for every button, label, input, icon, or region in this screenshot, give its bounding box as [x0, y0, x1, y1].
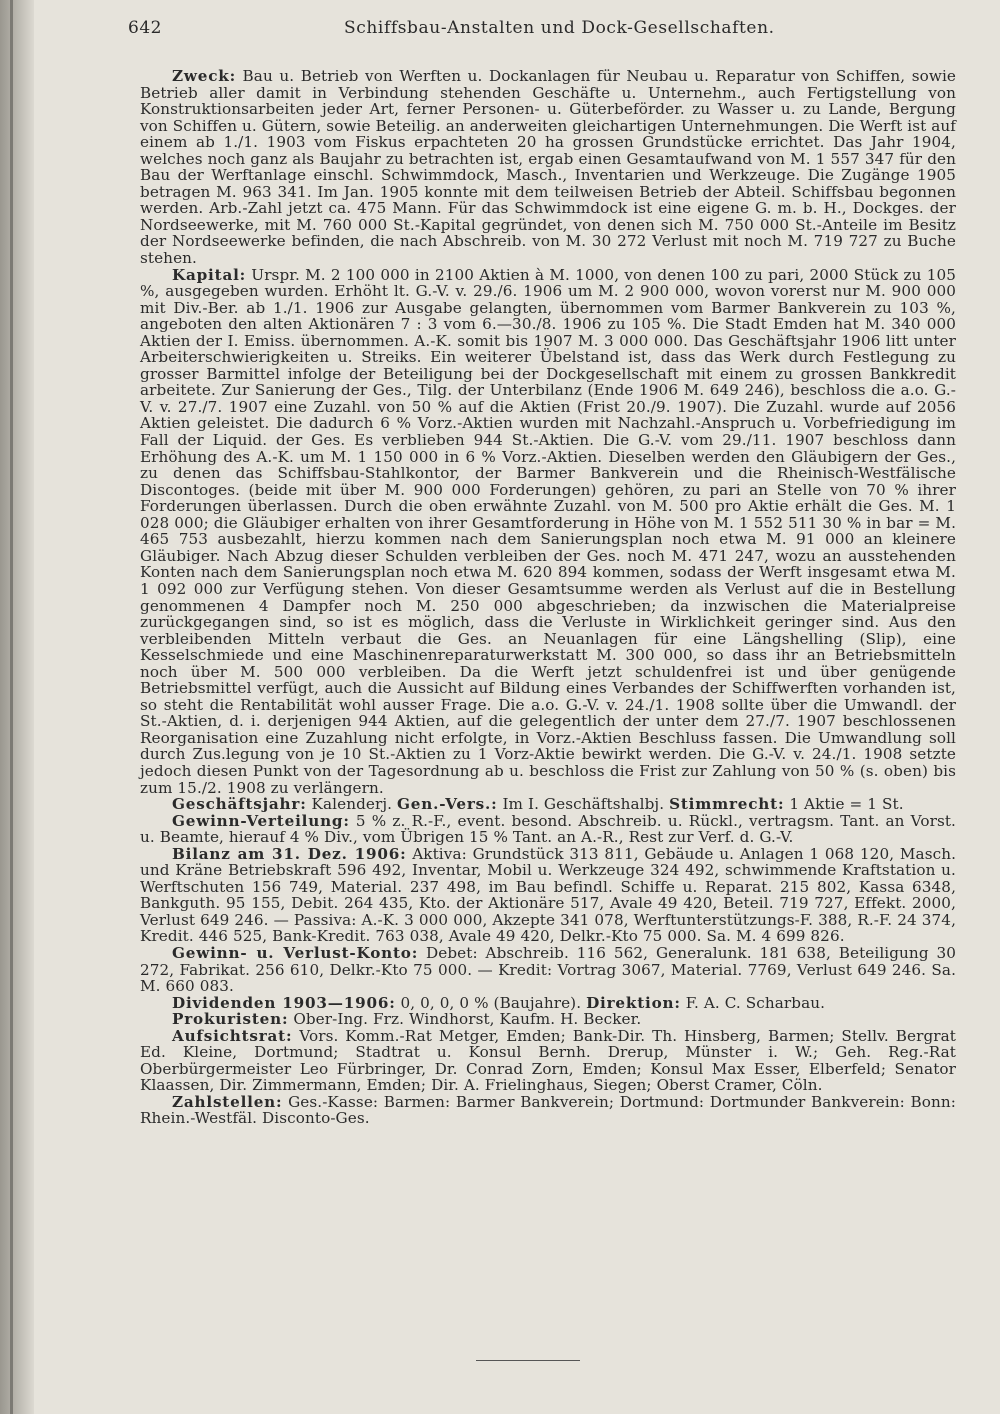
section-label: Dividenden 1903—1906: [172, 993, 396, 1012]
section-prokuristen [140, 1011, 956, 1028]
section-text: Urspr. M. 2 100 000 in 2100 Aktien à M. 1000, von denen 100 zu pari, 2000 Stück zu 105 %, ausgegeben wurden. Erhöht lt. G.-V. v. 29./6. 1906 um M. 2 900 000, wovon vorerst nur M. 900 000 mit Div.-Ber. ab 1./1. 1906 zur Ausgabe gelangten, übernommen vom Barmer Bankverein zu 103 %, angeboten den alten Aktionären 7 : 3 vom 6.—30./8. 1906 zu 105 %. Die Stadt Emden hat M. 340 000 Aktien der I. Emiss. übernommen. A.-K. somit bis 1907 M. 3 000 000. Das Geschäftsjahr 1906 litt unter Arbeiterschwierigkeiten u. Streiks. Ein weiterer Übelstand ist, dass das Werk durch Festlegung zu grosser Barmittel infolge der Beteiligung bei der Dockgesellschaft mit einem zu grossen Bankkredit arbeitete. Zur Sanierung der Ges., Tilg. der Unterbilanz (Ende 1906 M. 649 246), beschloss die a.o. G.-V. v. 27./7. 1907 eine Zuzahl. von 50 % auf die Aktien (Frist 20./9. 1907). Die Zuzahl. wurde auf 2056 Aktien geleistet. Die dadurch 6 % Vorz.-Aktien wurden mit Nachzahl.-Anspruch u. Vorbefriedigung im Fall der Liquid. der Ges. Es verblieben 944 St.-Aktien. Die G.-V. vom 29./11. 1907 beschloss dann Erhöhung des A.-K. um M. 1 150 000 in 6 % Vorz.-Aktien. Dieselben werden den Gläubigern der Ges., zu denen das Schiffsbau-Stahlkontor, der Barmer Bankverein und die Rheinisch-Westfälische Discontoges. (beide mit über M. 900 000 Forderungen) gehören, zu pari an Stelle von 70 % ihrer Forderungen überlassen. Durch die oben erwähnte Zuzahl. von M. 500 pro Aktie erhält die Ges. M. 1 028 000; die Gläubiger erhalten von ihrer Gesamtforderung in Höhe von M. 1 552 511 30 % in bar = M. 465 753 ausbezahlt, hierzu kommen nach dem Sanierungsplan noch etwa M. 91 000 an kleinere Gläubiger. Nach Abzug dieser Schulden verbleiben der Ges. noch M. 471 247, wozu an ausstehenden Konten nach dem Sanierungsplan noch etwa M. 620 894 kommen, sodass der Werft insgesamt etwa M. 1 092 000 zur Verfügung stehen. Von dieser Gesamtsumme werden als Verlust auf die in Bestellung genommenen 4 Dampfer noch M. 250 000 abgeschrieben; da inzwischen die Materialpreise zurückgegangen sind, so ist es möglich, dass die Verluste in Wirklichkeit geringer sind. Aus den verbleibenden Mitteln verbaut die Ges. an Neuanlagen für eine Längshelling (Slip), eine Kesselschmiede und eine Maschinenreparaturwerkstatt M. 300 000, so dass ihr an Betriebsmitteln noch über M. 500 000 verbleiben. Da die Werft jetzt schuldenfrei ist und über genügende Betriebsmittel verfügt, auch die Aussicht auf Bildung eines Verbandes der Schiffwerften vorhanden ist, so steht die Rentabilität wohl ausser Frage. Die a.o. G.-V. v. 24./1. 1908 sollte über die Umwandl. der St.-Aktien, d. i. derjenigen 944 Aktien, auf die gelegentlich der unter dem 27./7. 1907 beschlossenen Reorganisation eine Zuzahlung nicht erfolgte, in Vorz.-Aktien Beschluss fassen. Die Umwandlung soll durch Zus.legung von je 10 St.-Aktien zu 1 Vorz-Aktie bewirkt werden. Die G.-V. v. 24./1. 1908 setzte jedoch diesen Punkt von der Tagesordnung ab u. beschloss die Frist zur Zahlung von 50 % (s. oben) bis zum 15./2. 1908 zu verlängern. [140, 265, 956, 797]
section-label-stimmrecht: Stimmrecht: [669, 795, 785, 814]
article-body [140, 68, 956, 1127]
section-geschaeftsjahr [140, 796, 956, 813]
section-label: Gewinn-Verteilung: [172, 811, 350, 830]
section-gewinn-verlust-konto [140, 945, 956, 995]
section-label: Geschäftsjahr: [172, 795, 307, 814]
section-text: Ober-Ing. Frz. Windhorst, Kaufm. H. Becker. [293, 1010, 642, 1029]
section-text: Kalenderj. [311, 795, 393, 814]
section-label-gen-vers: Gen.-Vers.: [397, 795, 498, 814]
section-text: F. A. C. Scharbau. [685, 993, 826, 1012]
section-label: Aufsichtsrat: [172, 1026, 293, 1045]
section-text: 1 Aktie = 1 St. [789, 795, 904, 814]
section-label: Zweck: [172, 67, 237, 85]
section-bilanz [140, 846, 956, 945]
section-text: 5 % z. R.-F., event. besond. Abschreib. u. Rückl., vertragsm. Tant. an Vorst. u. Beamte, hierauf 4 % Div., vom Übrigen 15 % Tant. an A.-R., Rest zur Verf. d. G.-V. [140, 811, 956, 847]
section-label-direktion: Direktion: [586, 993, 681, 1012]
section-aufsichtsrat [140, 1028, 956, 1094]
section-text: Im I. Geschäftshalbj. [502, 795, 665, 814]
section-text: Ges.-Kasse: Barmen: Barmer Bankverein; Dortmund: Dortmunder Bankverein: Bonn: Rhein.-Westfäl. Disconto-Ges. [140, 1092, 956, 1128]
section-end-rule [476, 1360, 580, 1361]
section-kapital [140, 267, 956, 797]
section-text: Bau u. Betrieb von Werften u. Dockanlagen für Neubau u. Reparatur von Schiffen, sowie Betrieb aller damit in Verbindung stehenden Geschäfte u. Unternehm., auch Fertigstellung von Konstruktionsarbeiten jeder Art, ferner Personen- u. Güterbeförder. zu Wasser u. zu Lande, Bergung von Schiffen u. Gütern, sowie Beteilig. an anderweiten gleichartigen Unternehmungen. Die Werft ist auf einem ab 1./1. 1903 vom Fiskus erpachteten 20 ha grossen Grundstücke errichtet. Das Jahr 1904, welches noch ganz als Baujahr zu betrachten ist, ergab einen Gesamtaufwand von M. 1 557 347 für den Bau der Werftanlage einschl. Schwimmdock, Masch., Inventarien und Werkzeuge. Die Zugänge 1905 betragen M. 963 341. Im Jan. 1905 konnte mit dem teilweisen Betrieb der Abteil. Schiffsbau begonnen werden. Arb.-Zahl jetzt ca. 475 Mann. Für das Schwimmdock ist eine eigene G. m. b. H., Dockges. der Nordseewerke, mit M. 760 000 St.-Kapital gegründet, von denen sich M. 750 000 St.-Anteile im Besitz der Nordseewerke befinden, die nach Abschreib. von M. 30 272 Verlust mit noch M. 719 727 zu Buche stehen. [140, 67, 956, 268]
section-zahlstellen [140, 1094, 956, 1127]
section-text: Debet: Abschreib. 116 562, Generalunk. 181 638, Beteiligung 30 272, Fabrikat. 256 610, Delkr.-Kto 75 000. — Kredit: Vortrag 3067, Material. 7769, Verlust 649 246. Sa. M. 660 083. [140, 943, 957, 996]
binding-edge [10, 0, 13, 1414]
section-text: 0, 0, 0, 0 % (Baujahre). [400, 993, 582, 1012]
section-text: Aktiva: Grundstück 313 811, Gebäude u. Anlagen 1 068 120, Masch. und Kräne Betriebskraft 596 492, Inventar, Mobil u. Werkzeuge 324 492, schwimmende Kraftstation u. Werftschuten 156 749, Material. 237 498, im Bau befindl. Schiffe u. Reparat. 215 802, Kassa 6348, Bankguth. 95 155, Debit. 264 435, Kto. der Aktionäre 517, Avale 49 420, Beteil. 719 727, Effekt. 2000, Verlust 649 246. — Passiva: A.-K. 3 000 000, Akzepte 341 078, Werftunterstützungs-F. 388, R.-F. 24 374, Kredit. 446 525, Bank-Kredit. 763 038, Avale 49 420, Delkr.-Kto 75 000. Sa. M. 4 699 826. [140, 844, 957, 946]
page-header [128, 18, 900, 44]
section-label: Gewinn- u. Verlust-Konto: [172, 943, 419, 962]
section-zweck [140, 68, 956, 267]
section-gewinn-verteilung [140, 813, 956, 846]
section-label: Prokuristen: [172, 1010, 289, 1029]
page-number: 642 [128, 18, 162, 38]
section-label: Kapital: [172, 265, 247, 284]
section-label: Bilanz am 31. Dez. 1906: [172, 844, 407, 863]
running-head: Schiffsbau-Anstalten und Dock-Gesellschaften. [344, 18, 775, 38]
section-dividenden [140, 995, 956, 1012]
section-text: Vors. Komm.-Rat Metger, Emden; Bank-Dir. Th. Hinsberg, Barmen; Stellv. Bergrat Ed. Kleine, Dortmund; Stadtrat u. Konsul Bernh. Drerup, Münster i. W.; Geh. Reg.-Rat Oberbürgermeister Leo Fürbringer, Dr. Conrad Zorn, Emden; Konsul Max Esser, Elberfeld; Senator Klaassen, Dir. Zimmermann, Emden; Dir. A. Frielinghaus, Siegen; Oberst Cramer, Cöln. [140, 1026, 956, 1095]
section-label: Zahlstellen: [172, 1092, 283, 1111]
book-gutter [0, 0, 34, 1414]
